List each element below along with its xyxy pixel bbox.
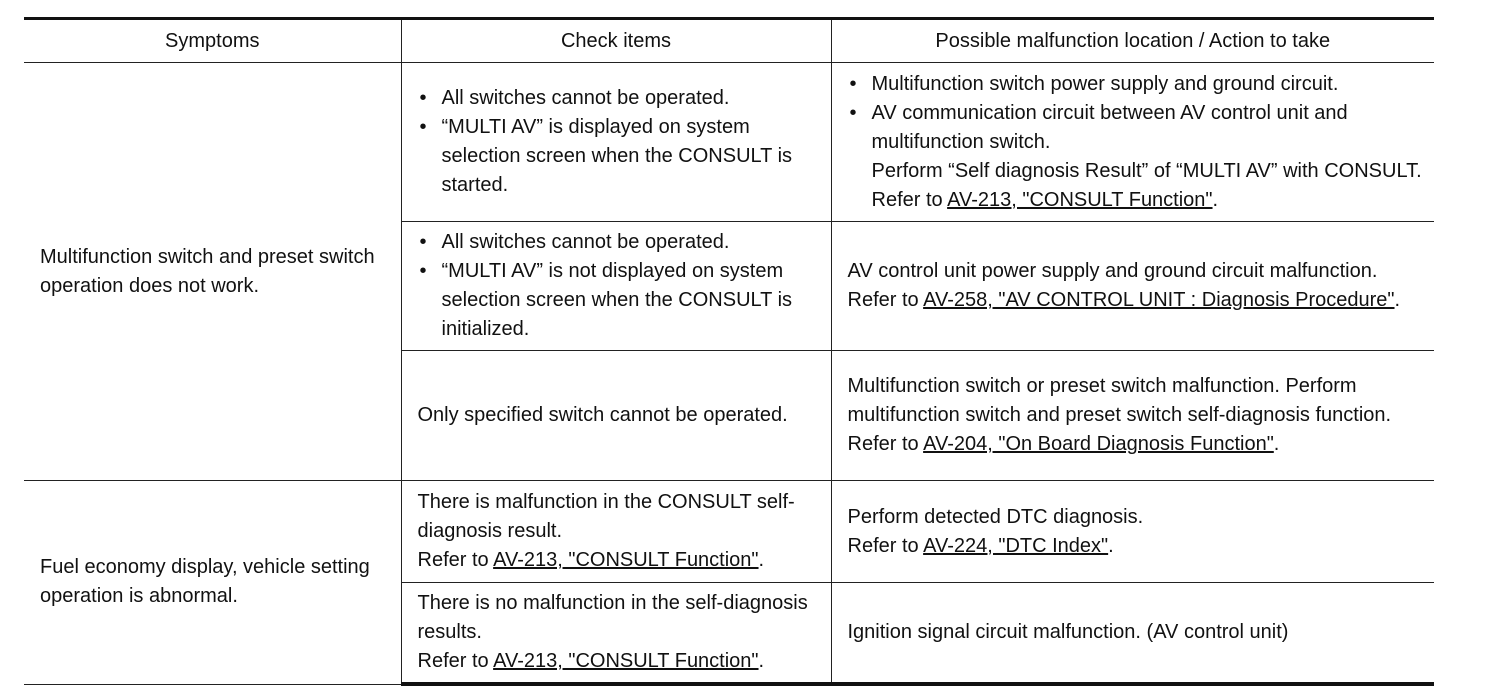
check-cell	[401, 351, 831, 481]
reference-link[interactable]: AV-213, "CONSULT Function"	[493, 549, 759, 571]
reference-link[interactable]: AV-213, "CONSULT Function"	[493, 650, 759, 672]
check-ref-line	[418, 546, 823, 575]
header-check-items: Check items	[401, 19, 831, 63]
check-cell	[401, 481, 831, 583]
check-cell	[401, 222, 831, 351]
table-row	[24, 63, 1434, 222]
check-item: • All switches cannot be operated.	[418, 228, 823, 257]
action-list	[848, 70, 1427, 157]
action-text: AV control unit power supply and ground circuit malfunction. Refer to	[847, 260, 1378, 311]
check-ref-prefix: Refer to	[417, 549, 494, 571]
symptom-cell	[24, 481, 401, 685]
check-ref-line	[418, 647, 823, 676]
action-cell	[831, 222, 1434, 351]
reference-link[interactable]: AV-213, "CONSULT Function"	[947, 188, 1213, 211]
check-list	[418, 228, 823, 344]
check-item: • “MULTI AV” is displayed on system selection screen when the CONSULT is started.	[418, 113, 823, 200]
action-end: .	[1212, 188, 1219, 211]
header-action: Possible malfunction location / Action to take	[831, 19, 1434, 63]
action-cell	[831, 481, 1434, 583]
action-ref-prefix: Refer to	[847, 534, 924, 557]
check-item: • “MULTI AV” is not displayed on system selection screen when the CONSULT is initialized.	[418, 257, 823, 344]
action-end: .	[1108, 534, 1114, 557]
action-text: Perform “Self diagnosis Result” of “MULTI AV” with CONSULT. Refer to	[871, 159, 1422, 211]
action-text: Ignition signal circuit malfunction. (AV control unit)	[847, 621, 1289, 643]
action-cell	[831, 583, 1434, 685]
action-cell	[831, 351, 1434, 481]
action-end: .	[1273, 433, 1280, 455]
check-item: • All switches cannot be operated.	[418, 84, 823, 113]
table-row	[24, 481, 1434, 583]
reference-link[interactable]: AV-258, "AV CONTROL UNIT : Diagnosis Procedure"	[923, 289, 1395, 311]
action-item: • AV communication circuit between AV control unit and multifunction switch.	[848, 99, 1427, 157]
symptom-text: Multifunction switch and preset switch operation does not work.	[40, 245, 375, 297]
action-end: .	[1394, 289, 1401, 311]
reference-link[interactable]: AV-204, "On Board Diagnosis Function"	[923, 433, 1274, 455]
check-cell	[401, 583, 831, 685]
check-cell	[401, 63, 831, 222]
action-continuation	[848, 157, 1427, 215]
header-row	[24, 19, 1434, 63]
reference-link[interactable]: AV-224, "DTC Index"	[923, 534, 1109, 557]
symptom-cell	[24, 63, 401, 481]
check-text: There is no malfunction in the self-diagnosis results.	[417, 592, 808, 643]
header-symptoms: Symptoms	[24, 19, 401, 63]
action-ref-line	[848, 532, 1427, 561]
symptom-text: Fuel economy display, vehicle setting operation is abnormal.	[40, 556, 370, 608]
action-text: Multifunction switch or preset switch malfunction. Perform multifunction switch and preset switch self-diagnosis function. Refer to	[847, 375, 1392, 455]
check-ref-prefix: Refer to	[417, 650, 494, 672]
action-cell	[831, 63, 1434, 222]
action-text: Perform detected DTC diagnosis.	[847, 505, 1144, 528]
check-end: .	[758, 549, 765, 571]
check-list	[418, 84, 823, 200]
action-item: • Multifunction switch power supply and ground circuit.	[848, 70, 1427, 99]
check-text: There is malfunction in the CONSULT self-diagnosis result.	[417, 491, 795, 542]
diagnosis-table	[24, 17, 1434, 686]
check-text: Only specified switch cannot be operated.	[417, 404, 788, 426]
check-end: .	[758, 650, 765, 672]
